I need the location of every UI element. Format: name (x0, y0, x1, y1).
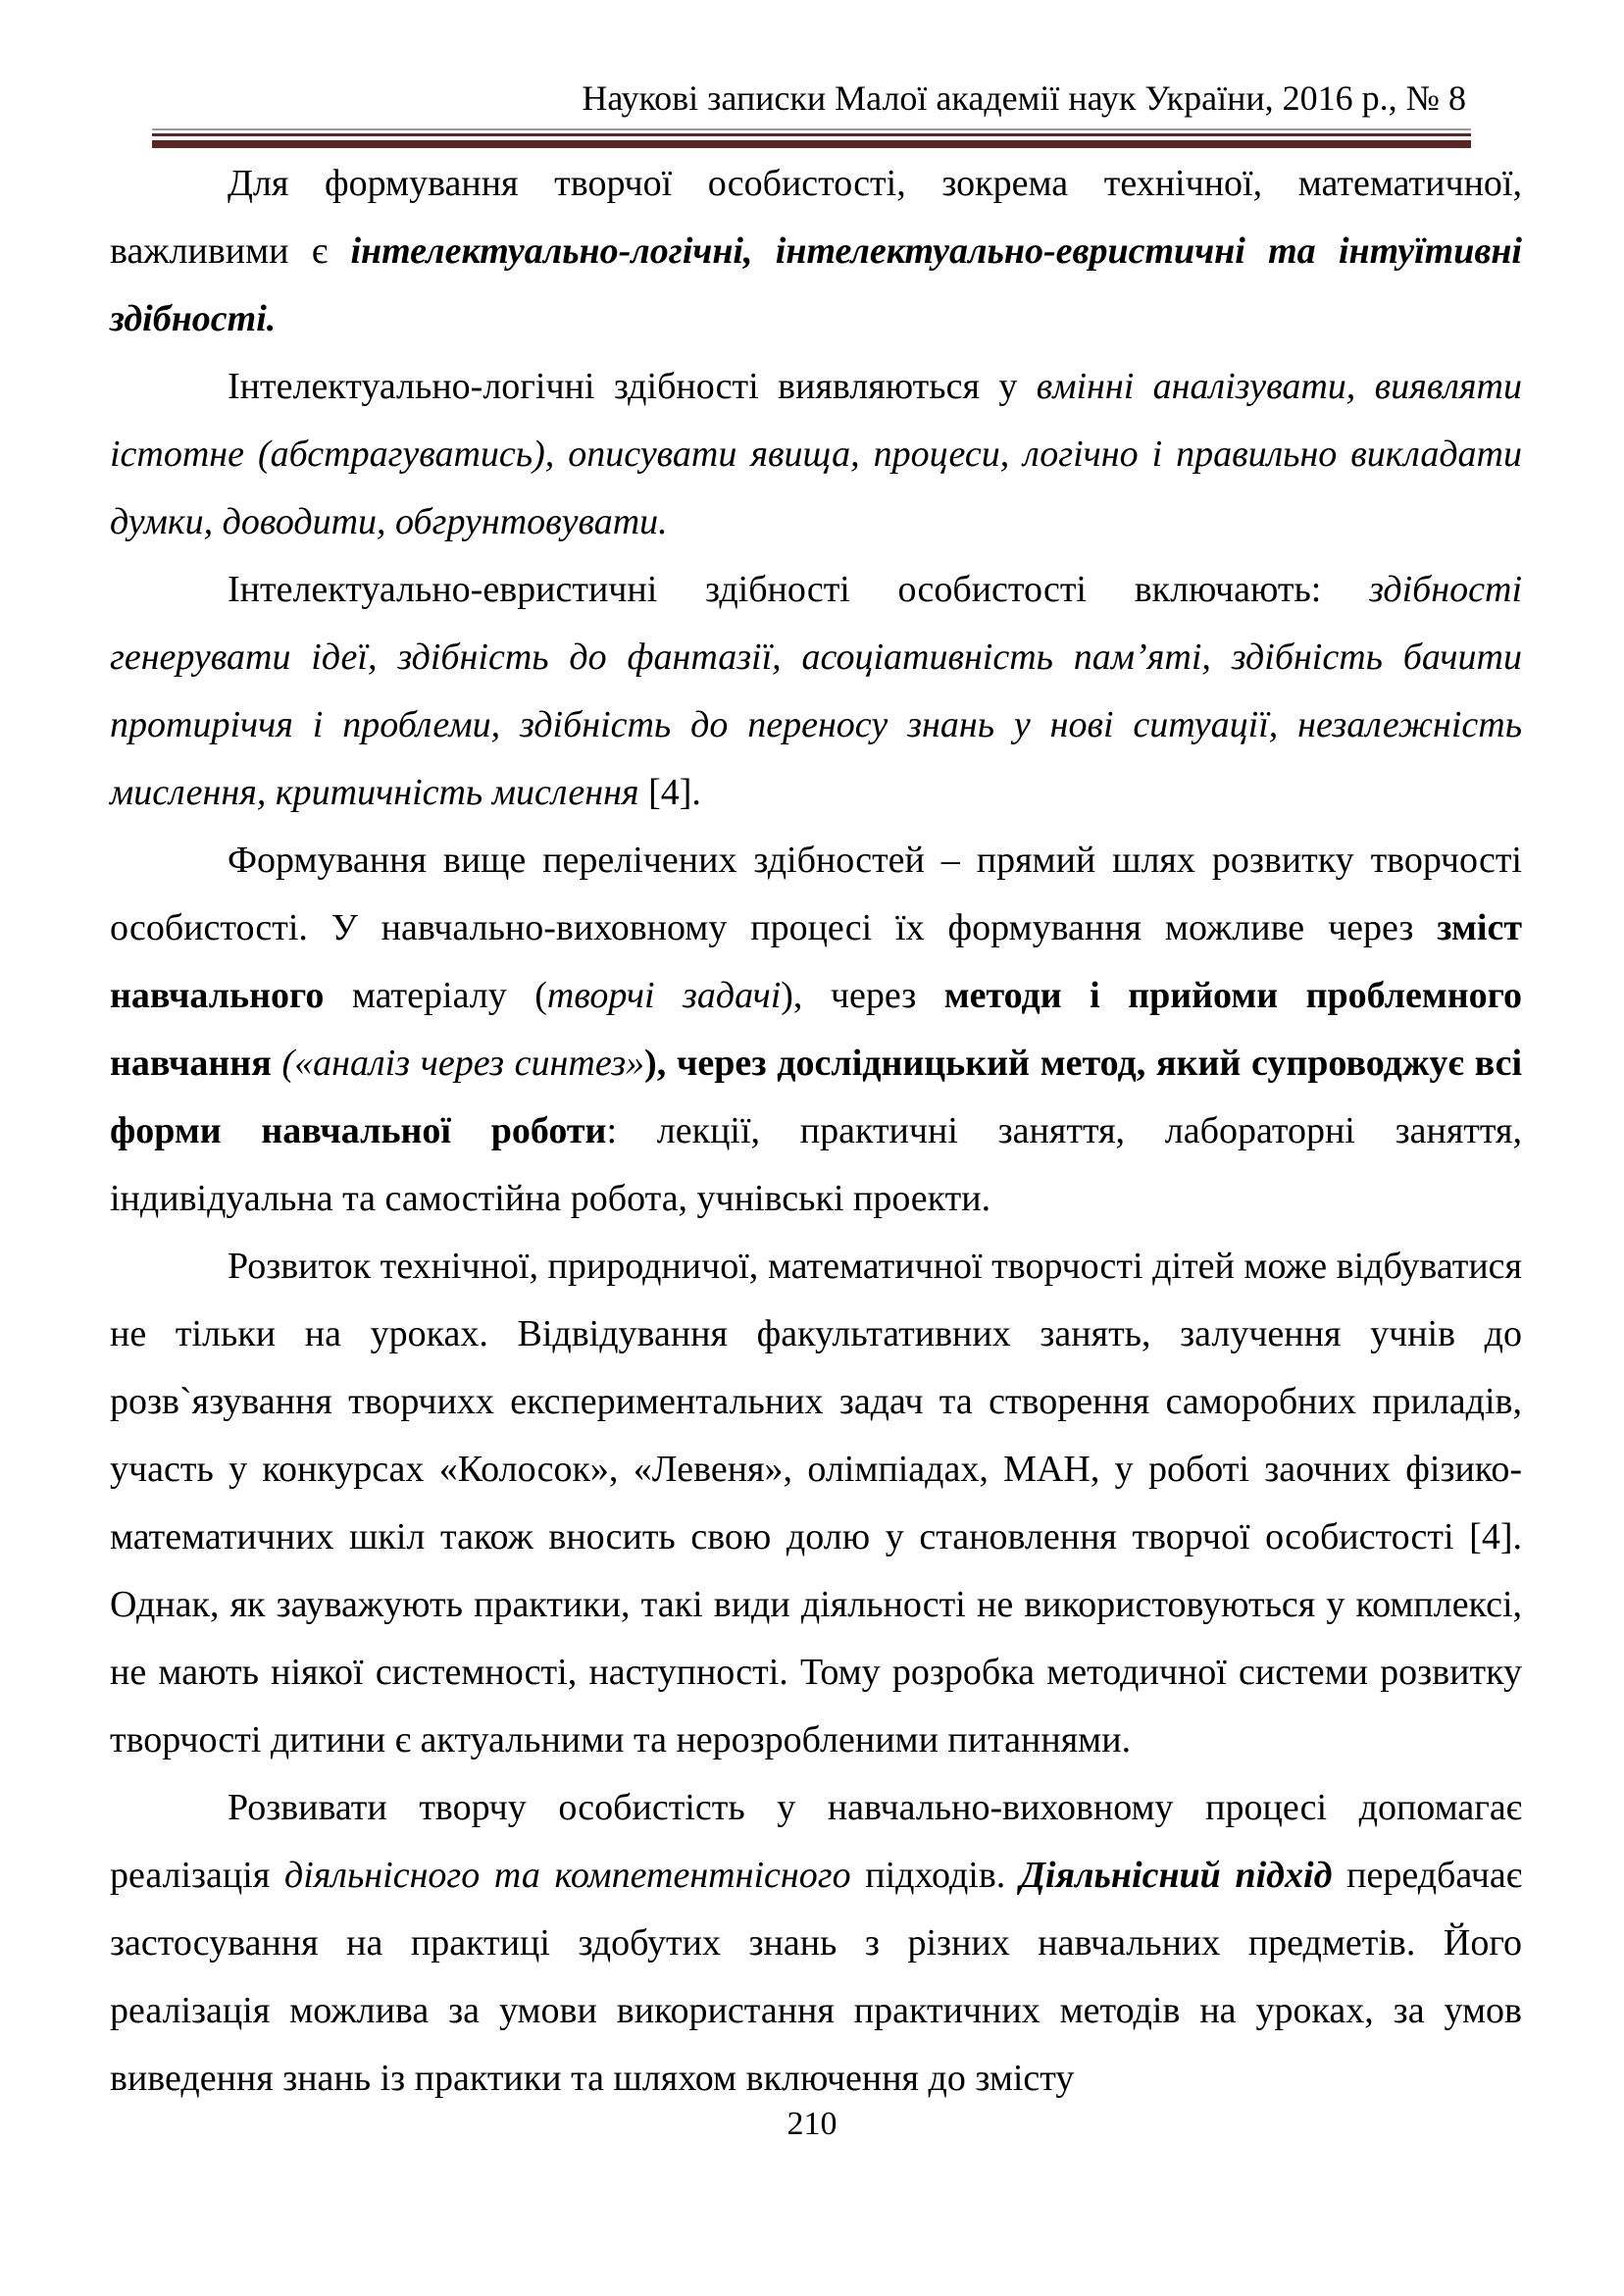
text-run: матеріалу ( (324, 975, 547, 1016)
text-run: («аналіз через синтез» (281, 1043, 645, 1084)
header-underline-rule (152, 128, 1471, 130)
text-run: передбачає застосування на практиці здобутих знань з різних навчальних предметів. Його реалізація можлива за умови використання практичних методів на уроках, за умов виведення знань із практики та шляхом включення до змісту (110, 1855, 1523, 2099)
paragraph (110, 556, 1522, 827)
text-run: [4]. (638, 772, 701, 813)
text-run: Розвиток технічної, природничої, математичної творчості дітей може відбуватися не тільки на уроках. Відвідування факультативних занять, залучення учнів до розв`язування творчихх експериментальних задач та створення саморобних приладів, участь у конкурсах «Колосок», «Левеня», олімпіадах, МАН, у роботі заочних фізико-математичних шкіл також вносить свою долю у становлення творчої особистості [4]. Однак, як зауважують практики, такі види діяльності не використовуються у комплексі, не мають ніякої системності, наступності. Тому розробка методичної системи розвитку творчості дитини є актуальними та нерозробленими питаннями. (110, 1246, 1522, 1760)
text-run: Для формування творчої особистості, зокрема технічної, математичної, важливими є (110, 163, 1522, 272)
text-run: ), через дослідницький метод, який супроводжує всі форми навчальної роботи (110, 1043, 1522, 1151)
paragraph (110, 1233, 1522, 1774)
text-run: зміст навчального (110, 907, 1522, 1016)
text-run: ), через (781, 975, 944, 1016)
paragraph (110, 150, 1522, 353)
text-run: Інтелектуально-евристичні здібності особистості включають: (228, 569, 1370, 610)
maroon-rule-thin (152, 133, 1471, 136)
page-number: 210 (787, 2106, 837, 2142)
text-run: : лекції, практичні заняття, лабораторні заняття, індивідуальна та самостійна робота, учнівські проекти. (110, 1110, 1522, 1219)
text-run: інтелектуально-логічні, інтелектуально-евристичні та інтуїтивні здібності. (110, 230, 1522, 339)
text-run: вмінні аналізувати, виявляти істотне (абстрагуватись), описувати явища, процеси, логічно і правильно викладати думки, доводити, обгрунтовувати. (110, 366, 1522, 542)
text-run: підходів. (850, 1855, 1020, 1896)
text-run: здібності генерувати ідеї, здібність до фантазії, асоціативність пам’яті, здібність бачити протиріччя і проблеми, здібність до переносу знань у нові ситуації, незалежність мислення, критичність мислення (110, 569, 1522, 813)
page-content (110, 0, 1522, 2113)
text-run: методи і прийоми проблемного навчання (110, 975, 1522, 1084)
text-run: творчі задачі (546, 975, 782, 1016)
text-run: Формування вище перелічених здібностей – прямий шлях розвитку творчості особистості. У навчально-виховному процесі їх формування можливе через (110, 840, 1522, 948)
document-body (110, 150, 1522, 2113)
paragraph (110, 1774, 1522, 2113)
journal-header: Наукові записки Малої академії наук України, 2016 р., № 8 (582, 78, 1466, 118)
text-run: Діяльнісний підхід (1019, 1855, 1333, 1896)
paragraph (110, 827, 1522, 1233)
text-run: Розвивати творчу особистість у навчально-виховному процесі допомагає реалізація (110, 1787, 1522, 1896)
text-run: діяльнісного та компетентнісного (283, 1855, 851, 1896)
paragraph (110, 353, 1522, 556)
maroon-rule-thick (152, 140, 1471, 148)
text-run: Інтелектуально-логічні здібності виявляються у (228, 366, 1037, 407)
